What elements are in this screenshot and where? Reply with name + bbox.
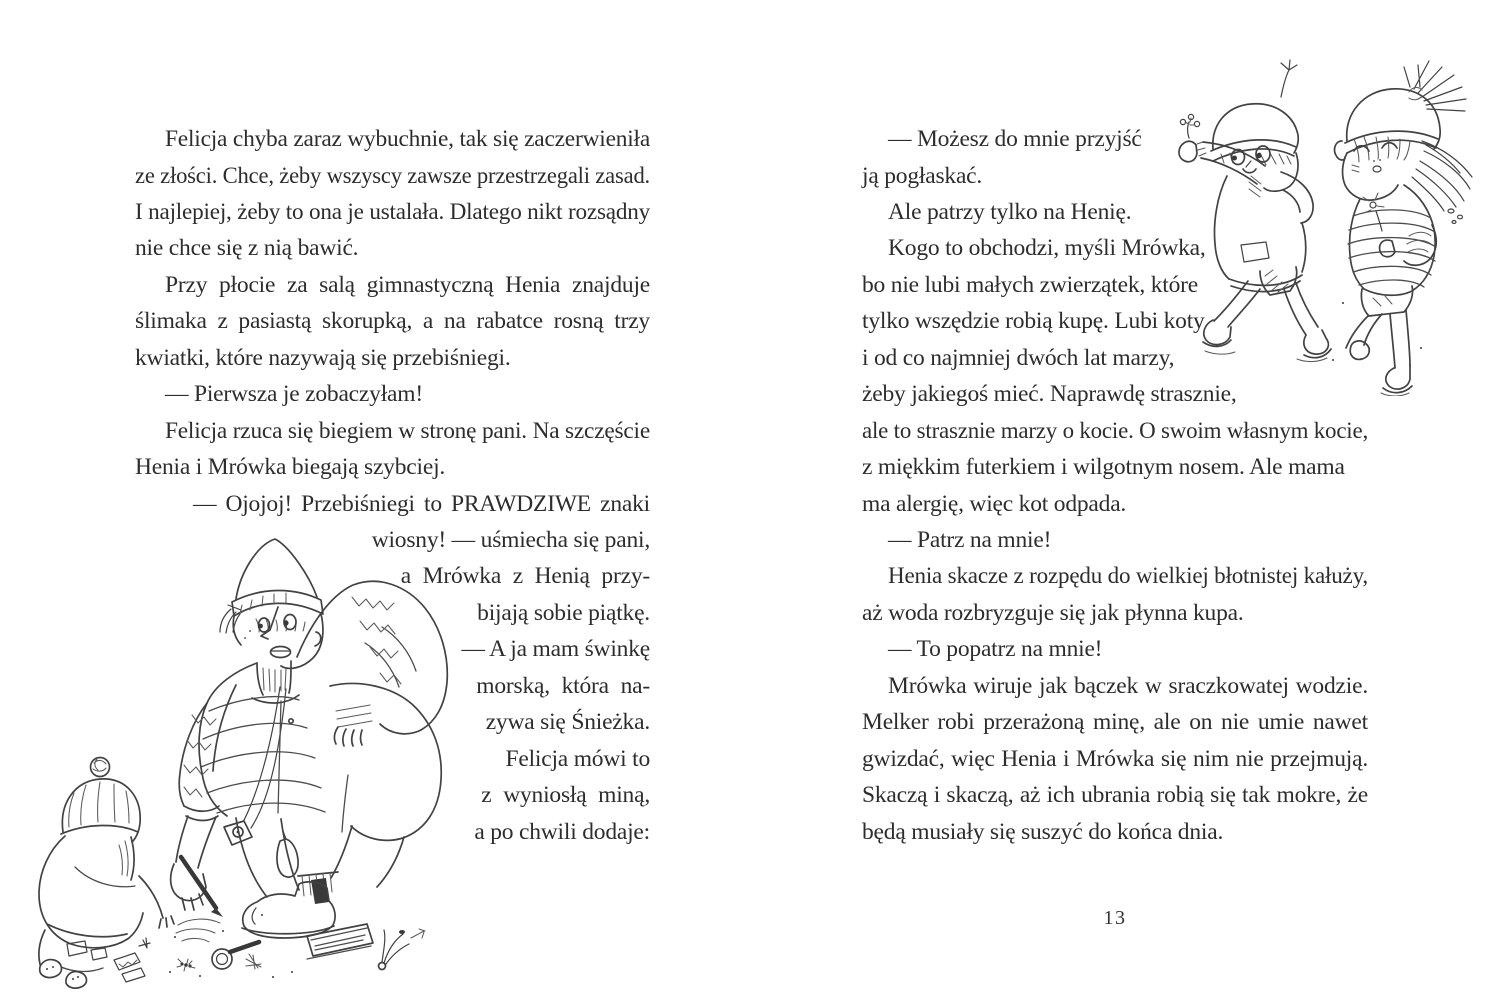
text-line: — A ja mam świnkę <box>461 636 650 663</box>
text-line: Skaczą i skaczą, aż ich ubrania robią się tak mokre, że <box>862 782 1369 809</box>
illustration-running-children <box>1163 48 1475 396</box>
text-line: Ale patrzy tylko na Henię. <box>888 198 1132 225</box>
text-line: Felicja mówi to <box>505 745 650 772</box>
text-line: ma alergię, więc kot odpada. <box>862 490 1127 517</box>
text-line: bijają sobie piątkę. <box>477 599 650 626</box>
text-line: Henia skacze z rozpędu do wielkiej błotnistej kałuży, <box>888 563 1368 590</box>
text-line: morską, która na- <box>476 672 650 699</box>
text-line: bo nie lubi małych zwierzątek, które <box>862 271 1199 298</box>
teacher-figure <box>171 539 448 942</box>
text-line: Felicja chyba zaraz wybuchnie, tak się zaczerwieniła <box>165 126 651 152</box>
text-line: — To popatrz na mnie! <box>888 636 1103 663</box>
girl-figure <box>1332 61 1472 396</box>
text-line: z miękkim futerkiem i wilgotnym nosem. Ale mama <box>862 454 1345 481</box>
text-line: gwizdać, więc Henia i Mrówka się nim nie przejmują. <box>862 745 1368 772</box>
text-line: zywa się Śnieżka. <box>485 709 650 736</box>
text-line: ze złości. Chce, żeby wszyscy zawsze przestrzegali zasad. <box>135 162 651 189</box>
text-line: Kogo to obchodzi, myśli Mrówka, <box>888 235 1206 262</box>
text-line: I najlepiej, żeby to ona je ustalała. Dlatego nikt rozsądny <box>135 198 651 225</box>
text-line: — Ojojoj! Przebiśniegi to PRAWDZIWE znaki <box>193 490 650 517</box>
toddler-figure <box>39 758 174 989</box>
text-line: — Patrz na mnie! <box>888 527 1052 553</box>
text-line: — Możesz do mnie przyjść <box>888 126 1142 152</box>
text-line: Felicja rzuca się biegiem w stronę pani. Na szczęście <box>165 417 650 444</box>
page-number: 13 <box>1103 907 1127 929</box>
text-line: Przy płocie za salą gimnastyczną Henia znajduje <box>165 271 651 298</box>
text-line: wiosny! — uśmiecha się pani, <box>371 527 650 553</box>
text-line: a po chwili dodaje: <box>474 818 650 845</box>
text-line: ją pogłaskać. <box>862 162 983 189</box>
text-line: ale to strasznie marzy o kocie. O swoim własnym kocie, <box>862 417 1369 444</box>
text-line: kwiatki, które nazywają się przebiśniegi. <box>135 344 511 371</box>
illustration-teacher-and-toddler <box>30 535 545 990</box>
text-line: a Mrówka z Henią przy- <box>400 563 650 590</box>
text-line: aż woda rozbryzguje się jak płynna kupa. <box>862 599 1244 626</box>
text-line: i od co najmniej dwóch lat marzy, <box>862 344 1175 371</box>
boy-figure <box>1179 60 1331 362</box>
text-line: — Pierwsza je zobaczyłam! <box>165 381 423 408</box>
text-line: tylko wszędzie robią kupę. Lubi koty <box>862 308 1205 335</box>
text-line: ślimaka z pasiastą skorupką, a na rabatce rosną trzy <box>135 308 650 335</box>
text-line: Henia i Mrówka biegają szybciej. <box>135 454 446 481</box>
text-line: żeby jakiegoś mieć. Naprawdę strasznie, <box>862 381 1237 408</box>
text-line: będą musiały się suszyć do końca dnia. <box>862 818 1224 845</box>
text-line: z wyniosłą miną, <box>481 782 650 809</box>
text-line: nie chce się z nią bawić. <box>135 235 359 262</box>
text-line: Mrówka wiruje jak bączek w sraczkowatej wodzie. <box>888 672 1368 699</box>
text-line: Melker robi przerażoną minę, ale on nie umie nawet <box>862 709 1368 736</box>
